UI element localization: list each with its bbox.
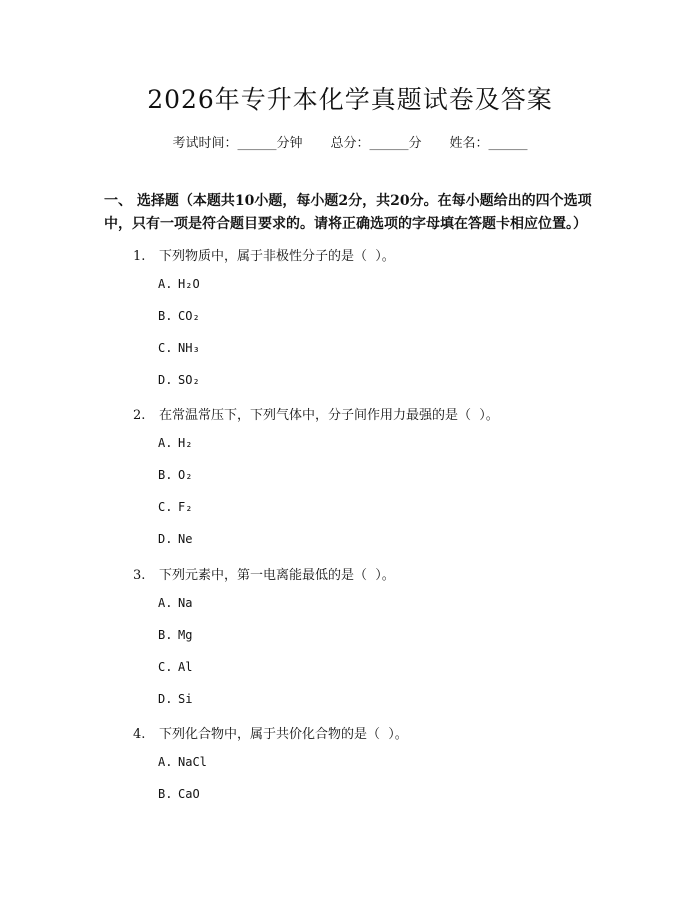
- option-letter: A.: [158, 436, 173, 450]
- option-letter: C.: [158, 500, 173, 514]
- question-number: 2.: [133, 408, 146, 423]
- exam-meta: [0, 132, 700, 151]
- option-letter: A.: [158, 596, 173, 610]
- option-letter: B.: [158, 787, 173, 801]
- question-2: [133, 404, 499, 423]
- option-2b: [158, 468, 192, 482]
- option-text: NaCl: [178, 755, 207, 769]
- page-title: 2026年专升本化学真题试卷及答案: [147, 85, 553, 114]
- option-letter: B.: [158, 628, 173, 642]
- option-2c: [158, 500, 192, 514]
- option-3a: [158, 596, 192, 610]
- option-text: CaO: [178, 787, 200, 801]
- exam-time-label: 考试时间：______分钟: [172, 136, 303, 151]
- option-letter: A.: [158, 277, 173, 291]
- option-text: Ne: [178, 532, 193, 546]
- option-4b: [158, 787, 200, 801]
- question-text: 下列物质中，属于非极性分子的是（ ）。: [159, 249, 395, 264]
- question-text: 在常温常压下，下列气体中，分子间作用力最强的是（ ）。: [159, 408, 499, 423]
- option-letter: D.: [158, 692, 173, 706]
- total-score-label: 总分：______分: [330, 136, 422, 151]
- option-letter: D.: [158, 373, 173, 387]
- option-letter: B.: [158, 309, 173, 323]
- option-1b: [158, 309, 200, 323]
- section-heading: 一、 选择题（本题共10小题，每小题2分，共20分。在每小题给出的四个选项中，只有一项是符合题目要求的。请将正确选项的字母填在答题卡相应位置。）: [104, 193, 592, 232]
- option-text: O₂: [178, 468, 193, 482]
- option-1c: [158, 341, 200, 355]
- option-text: CO₂: [178, 309, 200, 323]
- option-text: SO₂: [178, 373, 200, 387]
- option-1d: [158, 373, 200, 387]
- option-text: H₂: [178, 436, 193, 450]
- option-text: H₂O: [178, 277, 200, 291]
- question-number: 3.: [133, 568, 146, 583]
- option-letter: D.: [158, 532, 173, 546]
- option-text: Mg: [178, 628, 193, 642]
- option-2a: [158, 436, 192, 450]
- option-4a: [158, 755, 207, 769]
- question-4: [133, 723, 408, 742]
- question-3: [133, 564, 395, 583]
- option-letter: C.: [158, 341, 173, 355]
- option-text: Na: [178, 596, 193, 610]
- option-text: Si: [178, 692, 193, 706]
- question-1: [133, 245, 395, 264]
- option-3b: [158, 628, 192, 642]
- option-letter: B.: [158, 468, 173, 482]
- option-text: Al: [178, 660, 193, 674]
- question-number: 4.: [133, 727, 146, 742]
- option-letter: C.: [158, 660, 173, 674]
- option-text: NH₃: [178, 341, 200, 355]
- option-3d: [158, 692, 192, 706]
- option-text: F₂: [178, 500, 193, 514]
- question-text: 下列化合物中，属于共价化合物的是（ ）。: [159, 727, 408, 742]
- option-1a: [158, 277, 200, 291]
- option-letter: A.: [158, 755, 173, 769]
- question-text: 下列元素中，第一电离能最低的是（ ）。: [159, 568, 395, 583]
- option-2d: [158, 532, 192, 546]
- option-3c: [158, 660, 192, 674]
- student-name-label: 姓名：______: [449, 136, 528, 151]
- question-number: 1.: [133, 249, 146, 264]
